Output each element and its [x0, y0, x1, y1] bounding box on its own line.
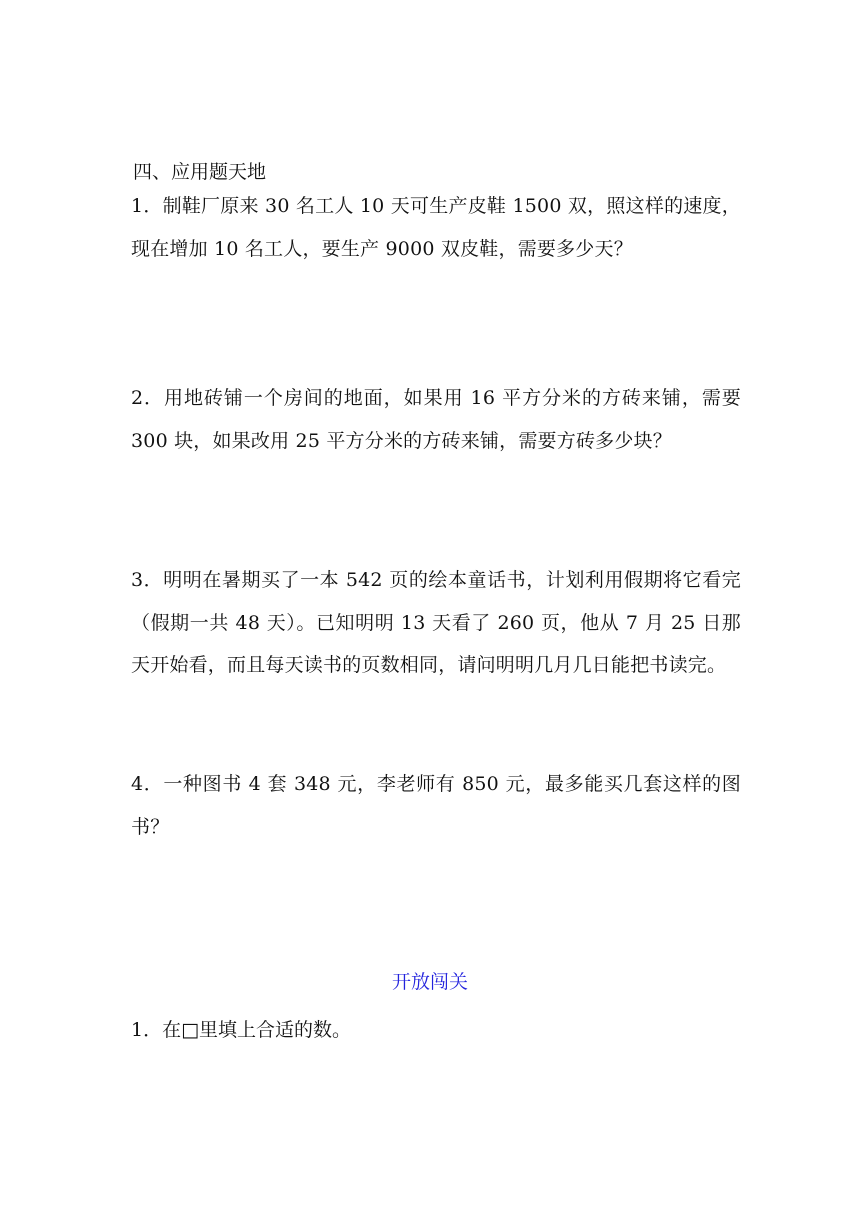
problem-text: 用地砖铺一个房间的地面，如果用 16 平方分米的方砖来铺，需要 300 块，如果改用 25 平方分米的方砖来铺，需要方砖多少块？: [131, 387, 741, 452]
problem-number: 3．: [131, 569, 164, 591]
problem-3: [131, 559, 741, 687]
problem-4: [131, 763, 741, 848]
problem-text: 制鞋厂原来 30 名工人 10 天可生产皮鞋 1500 双，照这样的速度，现在增加 10 名工人，要生产 9000 双皮鞋，需要多少天？: [131, 195, 741, 260]
item-number: 1．: [131, 1019, 163, 1041]
problem-2: [131, 377, 741, 462]
problem-text: 一种图书 4 套 348 元，李老师有 850 元，最多能买几套这样的图书？: [131, 773, 741, 838]
problem-text: 明明在暑期买了一本 542 页的绘本童话书，计划利用假期将它看完（假期一共 48 天）。已知明明 13 天看了 260 页，他从 7 月 25 日那天开始看，而且每天读书的页数相同，请问明明几月几日能把书读完。: [131, 569, 741, 676]
open-section-item-1: [131, 1013, 351, 1047]
item-text: 在□里填上合适的数。: [162, 1019, 352, 1041]
open-section-title: 开放闯关: [391, 971, 468, 993]
section-heading: 四、应用题天地: [133, 161, 267, 183]
problem-number: 1．: [131, 195, 163, 217]
problem-number: 4．: [131, 773, 164, 795]
problem-number: 2．: [131, 387, 165, 409]
problem-1: [131, 185, 741, 270]
